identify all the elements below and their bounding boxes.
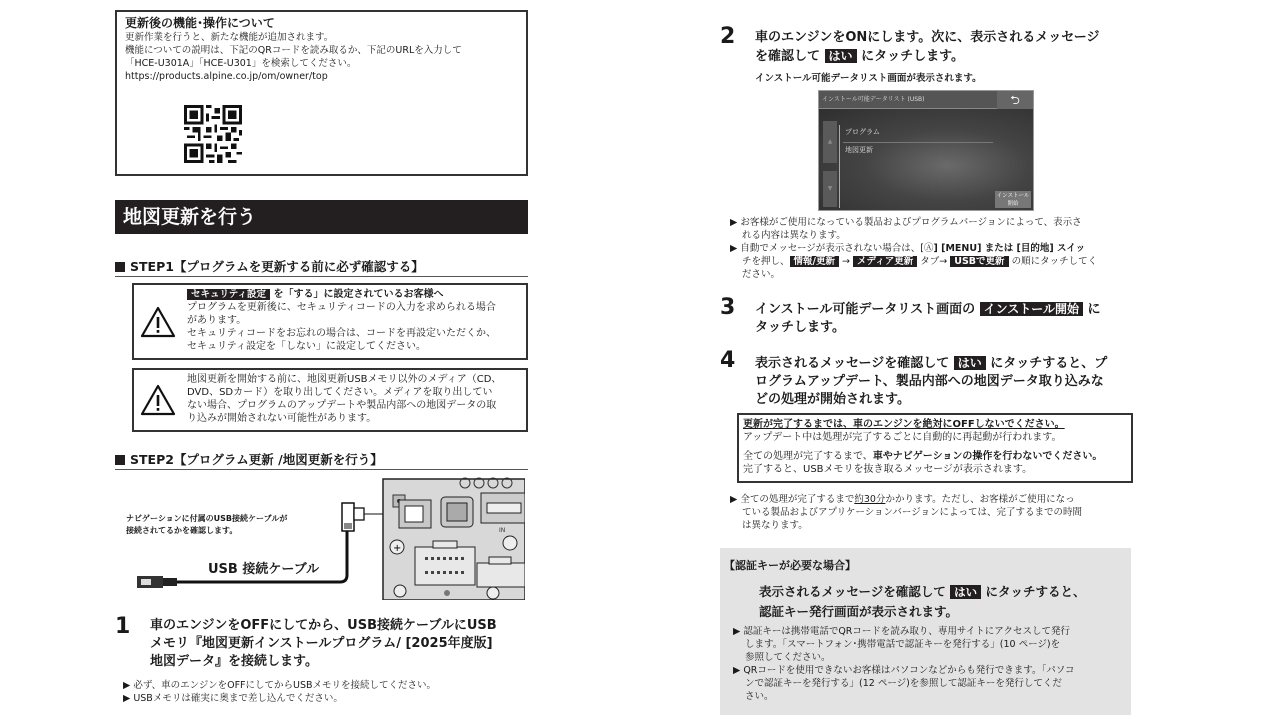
note-line: 更新が完了するまでは、車のエンジンを絶対にOFFしないでください。 xyxy=(743,419,1065,430)
warning-line: プログラムを更新後に、セキュリティコードの入力を求められる場合 xyxy=(187,302,496,313)
note-line: 全ての処理が完了するまで、 xyxy=(743,451,873,462)
auth-text xyxy=(759,582,1085,621)
info-line: 機能についての説明は、下記のQRコードを読み取るか、下記のURLを入力して xyxy=(125,45,462,56)
warning-line: セキュリティ設定を「しない」に設定してください。 xyxy=(187,341,426,352)
bullet-text: ださい。 xyxy=(742,269,781,280)
qr-code-icon[interactable] xyxy=(184,105,242,163)
install-start-label: インストール開始 xyxy=(980,302,1083,316)
step2-text xyxy=(755,29,1099,66)
bullet-text: の順にタッチしてく xyxy=(1008,256,1098,267)
svg-text:+: + xyxy=(393,543,402,554)
step4-text xyxy=(755,354,1107,409)
security-setting-tag: セキュリティ設定 xyxy=(187,289,270,300)
step-line: 地図データ』を接続します。 xyxy=(150,654,318,669)
bullet-text: ンで認証キーを発行する」(12 ページ)を参照して認証キーを発行してくだ xyxy=(745,678,1062,689)
step1-heading-text: STEP1【プログラムを更新する前に必ず確認する】 xyxy=(130,259,424,274)
step2-heading-text: STEP2【プログラム更新 /地図更新を行う】 xyxy=(130,452,383,467)
button-line: インストール xyxy=(996,193,1030,199)
bullet-item: ▶ 自動でメッセージが表示されない場合は、[Ⓐ] [MENU] または [目的地] スイッ xyxy=(730,243,1086,254)
section-title: 地図更新を行う xyxy=(115,200,528,234)
bullet-item: ▶ お客様がご使用になっている製品およびプログラムバージョンによって、表示さ xyxy=(730,217,1082,228)
step-line: にタッチします。 xyxy=(856,49,965,64)
info-line: 更新作業を行うと、新たな機能が追加されます。 xyxy=(125,32,334,43)
bullet-text: 認証キーは携帯電話でQRコードを読み取り、専用サイトにアクセスして発行 xyxy=(743,626,1070,637)
bullet-text: USBメモリは確実に奥まで差し込んでください。 xyxy=(133,693,343,704)
duration-value: 約30分 xyxy=(854,494,886,505)
warning-line: があります。 xyxy=(187,315,247,326)
bullet-text: は異なります。 xyxy=(742,520,808,531)
step-number: 3 xyxy=(720,295,736,320)
info-line: 「HCE-U301A」「HCE-U301」を検索してください。 xyxy=(125,58,357,69)
yes-button-label: はい xyxy=(954,356,986,370)
security-warning-box xyxy=(132,283,528,360)
scroll-up-button[interactable]: ▲ xyxy=(823,121,837,163)
bullet-text: 必ず、車のエンジンをOFFにしてからUSBメモリを接続してください。 xyxy=(133,680,437,691)
info-update-tab: 情報/更新 xyxy=(790,256,839,267)
step2-bullets xyxy=(730,216,1135,281)
scroll-down-button[interactable]: ▼ xyxy=(823,171,837,207)
url-link[interactable]: https://products.alpine.co.jp/om/owner/top xyxy=(125,71,328,82)
warning-icon xyxy=(140,384,176,416)
step-line: ログラムアップデート、製品内部への地図データ取り込みな xyxy=(755,374,1104,389)
a-switch-icon: Ⓐ xyxy=(923,243,934,254)
warning-line: ない場合、プログラムのアップデートや製品内部への地図データの取 xyxy=(187,400,497,411)
step3-text xyxy=(755,300,1101,337)
step1-heading xyxy=(115,259,528,277)
yes-button-label: はい xyxy=(825,49,857,63)
usb-connection-illustration xyxy=(115,475,525,600)
auth-bullets: ▶ 認証キーは携帯電話でQRコードを読み取り、専用サイトにアクセスして発行 します。「スマートフォン･携帯電話で認証キーを発行する」(10 ページ)を 参照してください。 ▶ QRコードを使用できないお客様はパソコンなどからも発行できます。「パソコ ンで認証キーを発行する」(12 ページ)を参照して認証キーを発行してくだ さい。 xyxy=(733,625,1128,703)
note-line: 車やナビゲーションの操作を行わないでください。 xyxy=(872,451,1103,462)
bullet-text: れる内容は異なります。 xyxy=(742,230,846,241)
auth-line: 認証キー発行画面が表示されます。 xyxy=(759,604,959,619)
warning-line: り込みが開始されない可能性があります。 xyxy=(187,413,377,424)
step-line: を確認して xyxy=(755,49,825,64)
bullet-item: ▶ 必ず、車のエンジンをOFFにしてからUSBメモリを接続してください。 xyxy=(123,680,437,691)
duration-bullet: ▶ 全ての処理が完了するまで約30分かかります。ただし、お客様がご使用になっ ている製品およびアプリケーションバージョンによっては、完了するまでの時間 は異なります。 xyxy=(730,493,1135,532)
bullet-text: さい。 xyxy=(745,691,774,702)
warning-title: を「する」に設定されているお客様へ xyxy=(270,289,444,300)
info-box xyxy=(115,10,528,176)
bullet-text: タブ→ xyxy=(917,256,951,267)
note-line: アップデート中は処理が完了するごとに自動的に再起動が行われます。 xyxy=(743,432,1062,443)
auth-key-box xyxy=(720,548,1131,715)
step-line: インストール可能データリスト画面の xyxy=(755,302,980,317)
port-label: IN xyxy=(499,527,506,534)
bullet-text: 自動でメッセージが表示されない場合は、[ xyxy=(740,243,924,254)
info-title: 更新後の機能･操作について xyxy=(125,16,275,30)
back-arrow-icon[interactable]: ⮌ xyxy=(997,91,1033,109)
step-line: にタッチすると、プ xyxy=(985,356,1108,371)
step-line: 車のエンジンをOFFにしてから、USB接続ケーブルにUSB xyxy=(150,618,497,633)
list-item-map-update[interactable]: 地図更新 xyxy=(845,146,873,154)
step2-sub: インストール可能データリスト画面が表示されます。 xyxy=(755,73,982,84)
warning-line: DVD、SDカード）を取り出してください。メディアを取り出してい xyxy=(187,387,493,398)
square-bullet-icon xyxy=(115,262,125,272)
note-line: ナビゲーションに付属のUSB接続ケーブルが xyxy=(126,514,288,523)
bullet-item: ▶ USBメモリは確実に奥まで差し込んでください。 xyxy=(123,693,343,704)
step1-text xyxy=(150,617,497,671)
button-line: 開始 xyxy=(1007,201,1019,207)
screen-title: インストール可能データリスト (USB) xyxy=(822,96,925,103)
install-start-button[interactable] xyxy=(995,191,1031,208)
step-number: 1 xyxy=(115,614,131,639)
step-line: どの処理が開始されます。 xyxy=(755,392,910,407)
install-list-screen xyxy=(818,90,1034,211)
media-update-tab: メディア更新 xyxy=(853,256,917,267)
step-line: タッチします。 xyxy=(755,320,845,335)
arrow-icon: → xyxy=(839,256,853,267)
warning-line: 地図更新を開始する前に、地図更新USBメモリ以外のメディア（CD、 xyxy=(187,374,502,385)
step-line: 表示されるメッセージを確認して xyxy=(755,356,954,371)
bullet-text: します。「スマートフォン･携帯電話で認証キーを発行する」(10 ページ)を xyxy=(745,639,1061,650)
bullet-text: ] [MENU] または [目的地] スイッ xyxy=(933,243,1086,254)
warning-icon xyxy=(140,306,176,338)
auth-title: 【認証キーが必要な場合】 xyxy=(724,559,856,572)
step-line: 車のエンジンをONにします。次に、表示されるメッセージ xyxy=(755,30,1100,45)
step-line: に xyxy=(1083,302,1101,317)
step1-bullets xyxy=(123,679,436,705)
bullet-text: 参照してください。 xyxy=(745,652,831,663)
bullet-text: チを押し、 xyxy=(742,256,790,267)
list-item-program[interactable]: プログラム xyxy=(845,128,880,136)
bullet-text: かかります。ただし、お客様がご使用になっ xyxy=(885,494,1075,505)
bullet-text: QRコードを使用できないお客様はパソコンなどからも発行できます。「パソコ xyxy=(743,665,1075,676)
auth-line: 表示されるメッセージを確認して xyxy=(759,584,951,599)
step-number: 4 xyxy=(720,348,736,373)
usb-update-tab: USBで更新 xyxy=(950,256,1008,267)
note-line: 完了すると、USBメモリを抜き取るメッセージが表示されます。 xyxy=(743,464,1033,475)
square-bullet-icon xyxy=(115,455,125,465)
bullet-text: お客様がご使用になっている製品およびプログラムバージョンによって、表示さ xyxy=(740,217,1082,228)
warning-line: セキュリティコードをお忘れの場合は、コードを再設定いただくか、 xyxy=(187,328,496,339)
usb-cable-label: USB 接続ケーブル xyxy=(208,562,320,577)
step2-heading xyxy=(115,452,528,470)
bullet-text: 全ての処理が完了するまで xyxy=(740,494,855,505)
yes-button-label: はい xyxy=(950,585,981,599)
step-line: メモリ『地図更新インストールプログラム/ [2025年度版] xyxy=(150,636,493,651)
bullet-text: ている製品およびアプリケーションバージョンによっては、完了するまでの時間 xyxy=(742,507,1083,518)
media-warning-box xyxy=(132,368,528,432)
auth-line: にタッチすると、 xyxy=(981,584,1086,599)
engine-warning-box xyxy=(737,413,1133,483)
note-line: 接続されてるかを確認します。 xyxy=(126,526,238,535)
step-number: 2 xyxy=(720,24,736,49)
